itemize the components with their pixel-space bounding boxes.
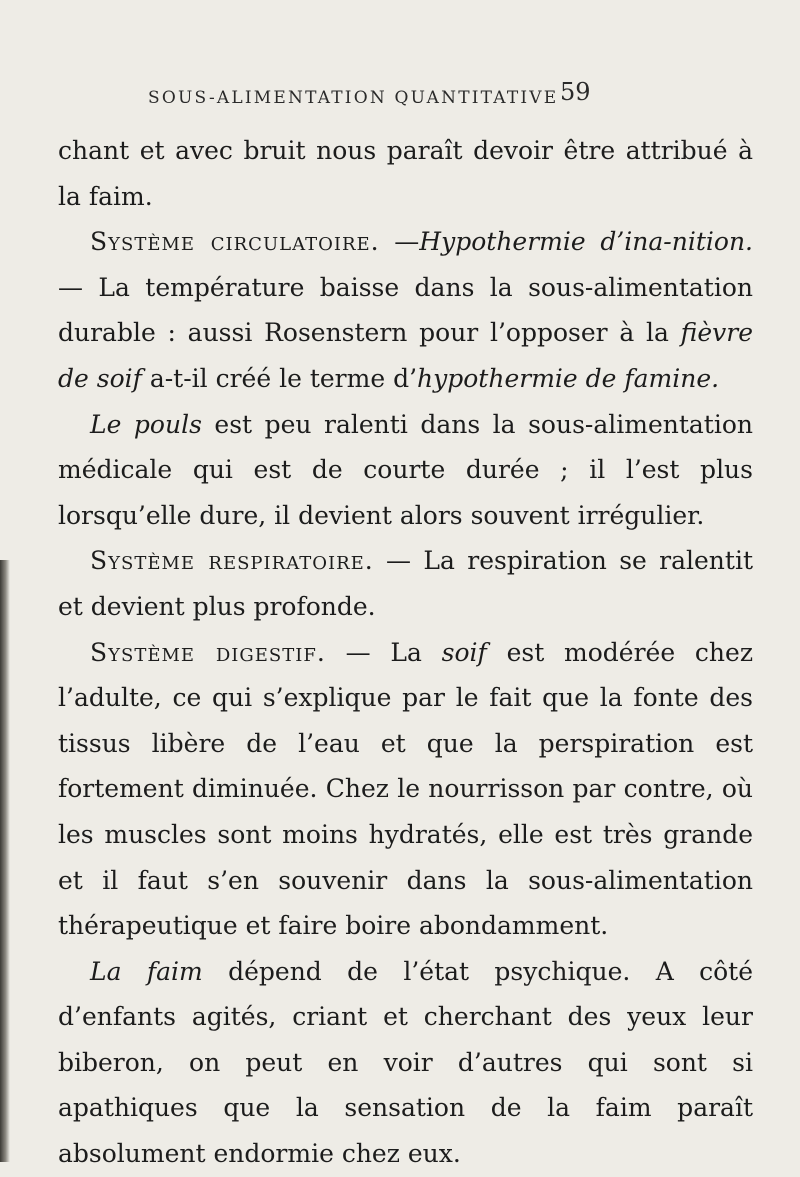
italic-term: fièvre de soif: [58, 318, 753, 393]
italic-term: hypothermie de famine.: [417, 363, 720, 393]
paragraph-continuation: chant et avec bruit nous paraît devoir être attribué à la faim.: [58, 136, 753, 211]
running-head: [148, 78, 748, 114]
italic-term: La faim: [90, 956, 203, 986]
italic-term: Hypothermie d’ina-nition.: [419, 227, 753, 257]
running-title: SOUS-ALIMENTATION QUANTITATIVE: [148, 88, 559, 108]
body-text: [58, 128, 753, 1177]
paragraph-systeme-circulatoire: Système circulatoire. —Hypothermie d’ina-nition. — La température baisse dans la sous-alimentation durable : aussi Rosenstern pour l’opposer à la fièvre de soif a-t-il créé le terme d’hypothermie de famine.: [58, 227, 753, 393]
paragraph-systeme-digestif: Système digestif. — La soif est modérée chez l’adulte, ce qui s’explique par le fait que la fonte des tissus libère de l’eau et que la perspiration est fortement diminuée. Chez le nourrisson par contre, où les muscles sont moins hydratés, elle est très grande et il faut s’en souvenir dans la sous-alimentation thérapeutique et faire boire abondamment.: [58, 637, 753, 941]
italic-term: soif: [441, 637, 487, 667]
section-heading-digestif: Système digestif.: [90, 637, 326, 667]
paragraph-faim: La faim dépend de l’état psychique. A côté d’enfants agités, criant et cherchant des yeux leur biberon, on peut en voir d’autres qui sont si apathiques que la sensation de la faim paraît absolument endormie chez eux.: [58, 956, 754, 1169]
section-heading-respiratoire: Système respiratoire.: [90, 546, 374, 576]
section-heading-circulatoire: Système circulatoire.: [90, 227, 380, 257]
italic-term: Le pouls: [90, 409, 202, 439]
paragraph-systeme-respiratoire: Système respiratoire. — La respiration se ralentit et devient plus profonde.: [58, 546, 753, 621]
paragraph-pouls: Le pouls est peu ralenti dans la sous-alimentation médicale qui est de courte durée ; il l’est plus lorsqu’elle dure, il devient alors souvent irrégulier.: [58, 409, 754, 530]
page-number: 59: [560, 78, 591, 106]
page-edge-shadow: [0, 560, 10, 1162]
